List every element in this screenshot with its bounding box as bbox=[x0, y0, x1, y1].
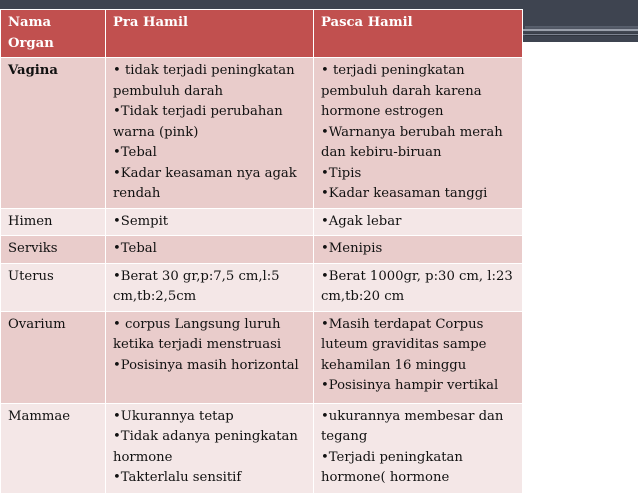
comparison-table bbox=[0, 9, 523, 494]
pra-cell bbox=[106, 311, 314, 403]
list-item: •Tebal bbox=[113, 145, 157, 160]
header-pra-hamil: Pra Hamil bbox=[106, 10, 314, 58]
list-item: •Masih terdapat Corpus luteum graviditas sampe kehamilan 16 minggu bbox=[321, 316, 487, 373]
list-item: •Tipis bbox=[321, 165, 362, 181]
list-item: •Menipis bbox=[321, 241, 383, 256]
list-item: •Tidak adanya peningkatan hormone bbox=[113, 429, 298, 465]
list-item: •Sempit bbox=[113, 213, 169, 229]
table-row-mammae bbox=[1, 403, 523, 493]
table-row-himen bbox=[1, 208, 523, 236]
list-item: •Tidak terjadi perubahan warna (pink) bbox=[113, 104, 283, 140]
organ-cell: Himen bbox=[1, 208, 106, 236]
list-item: •ukurannya membesar dan tegang bbox=[321, 408, 504, 444]
list-item: •Tebal bbox=[113, 241, 157, 256]
list-item: •Kadar keasaman tanggi bbox=[321, 186, 488, 201]
pasca-cell bbox=[314, 236, 523, 264]
list-item: •Posisinya masih horizontal bbox=[113, 357, 299, 373]
header-pasca-hamil: Pasca Hamil bbox=[314, 10, 523, 58]
pra-cell bbox=[106, 263, 314, 311]
pasca-cell bbox=[314, 403, 523, 493]
list-item: •Posisinya hampir vertikal bbox=[321, 378, 499, 393]
pra-cell bbox=[106, 403, 314, 493]
list-item: • corpus Langsung luruh ketika terjadi menstruasi bbox=[113, 316, 282, 352]
pasca-cell bbox=[314, 263, 523, 311]
decorative-line bbox=[520, 29, 638, 31]
list-item: •Berat 1000gr, p:30 cm, l:23 cm,tb:20 cm bbox=[321, 268, 513, 304]
table-row-ovarium bbox=[1, 311, 523, 403]
list-item: •Takterlalu sensitif bbox=[113, 470, 242, 485]
pasca-cell bbox=[314, 58, 523, 209]
list-item: •Berat 30 gr,p:7,5 cm,l:5 cm,tb:2,5cm bbox=[113, 268, 280, 304]
list-item: •Agak lebar bbox=[321, 213, 402, 229]
organ-cell: Serviks bbox=[1, 236, 106, 264]
list-item: • tidak terjadi peningkatan pembuluh darah bbox=[113, 63, 295, 99]
organ-cell: Vagina bbox=[1, 58, 106, 209]
table-row-vagina bbox=[1, 58, 523, 209]
table-row-uterus bbox=[1, 263, 523, 311]
organ-cell: Ovarium bbox=[1, 311, 106, 403]
pra-cell bbox=[106, 208, 314, 236]
decorative-line bbox=[520, 34, 638, 35]
list-item: • terjadi peningkatan pembuluh darah karena hormone estrogen bbox=[321, 63, 482, 119]
list-item: •Kadar keasaman nya agak rendah bbox=[113, 165, 297, 201]
table-header-row bbox=[1, 10, 523, 58]
list-item: •Warnanya berubah merah dan kebiru-biruan bbox=[321, 124, 503, 160]
organ-cell: Mammae bbox=[1, 403, 106, 493]
pasca-cell bbox=[314, 208, 523, 236]
pra-cell bbox=[106, 58, 314, 209]
list-item: •Terjadi peningkatan hormone( hormone bbox=[321, 449, 463, 485]
header-nama-organ: Nama Organ bbox=[1, 10, 106, 58]
organ-cell: Uterus bbox=[1, 263, 106, 311]
pra-cell bbox=[106, 236, 314, 264]
table-row-serviks bbox=[1, 236, 523, 264]
list-item: •Ukurannya tetap bbox=[113, 408, 234, 424]
pasca-cell bbox=[314, 311, 523, 403]
